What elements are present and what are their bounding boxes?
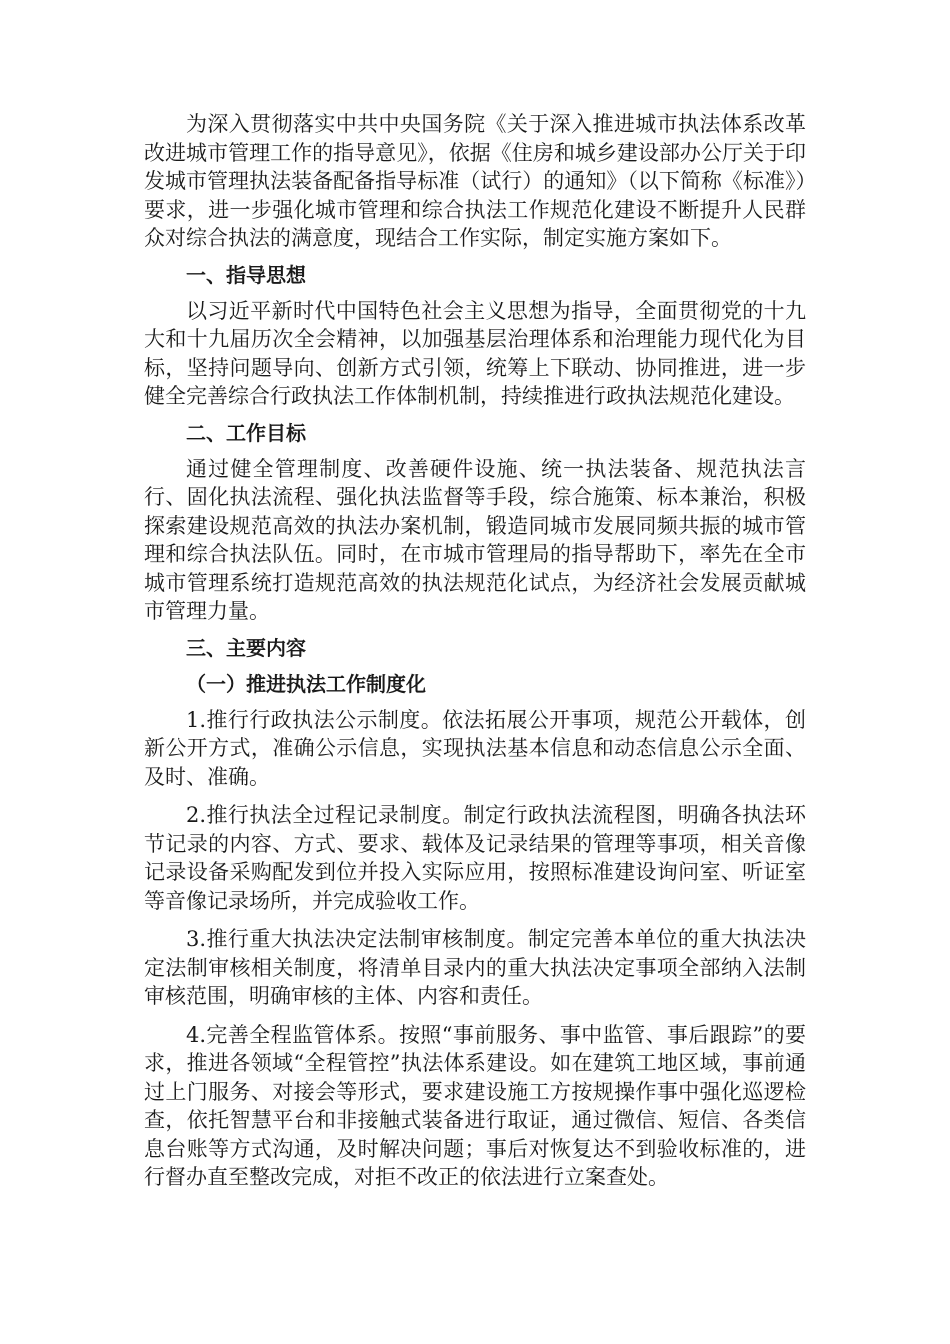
list-item: 4.完善全程监管体系。按照“事前服务、事中监管、事后跟踪”的要求，推进各领域“全程管控”执法体系建设。如在建筑工地区域，事前通过上门服务、对接会等形式，要求建设施工方按规操作事中强化巡逻检查，依托智慧平台和非接触式装备进行取证，通过微信、短信、各类信息台账等方式沟通，及时解决问题；事后对恢复达不到验收标准的，进行督办直至整改完成，对拒不改正的依法进行立案查处。 <box>144 1022 806 1189</box>
list-item: 1.推行行政执法公示制度。依法拓展公开事项，规范公开载体，创新公开方式，准确公示信息，实现执法基本信息和动态信息公示全面、及时、准确。 <box>144 707 806 789</box>
section-body-guiding-ideology: 以习近平新时代中国特色社会主义思想为指导，全面贯彻党的十九大和十九届历次全会精神，以加强基层治理体系和治理能力现代化为目标，坚持问题导向、创新方式引领，统筹上下联动、协同推进，进一步健全完善综合行政执法工作体制机制，持续推进行政执法规范化建设。 <box>144 298 806 408</box>
intro-paragraph: 为深入贯彻落实中共中央国务院《关于深入推进城市执法体系改革改进城市管理工作的指导意见》，依据《住房和城乡建设部办公厅关于印发城市管理执法装备配备指导标准（试行）的通知》（以下简称《标准》）要求，进一步强化城市管理和综合执法工作规范化建设不断提升人民群众对综合执法的满意度，现结合工作实际，制定实施方案如下。 <box>144 112 806 250</box>
subsection-heading-institutionalize: （一）推进执法工作制度化 <box>186 671 426 696</box>
section-body-work-goals: 通过健全管理制度、改善硬件设施、统一执法装备、规范执法言行、固化执法流程、强化执法监督等手段，综合施策、标本兼治，积极探索建设规范高效的执法办案机制，锻造同城市发展同频共振的城市管理和综合执法队伍。同时，在市城市管理局的指导帮助下，率先在全市城市管理系统打造规范高效的执法规范化试点，为经济社会发展贡献城市管理力量。 <box>144 456 806 623</box>
section-heading-work-goals: 二、工作目标 <box>186 420 306 445</box>
section-heading-guiding-ideology: 一、指导思想 <box>186 262 306 287</box>
document-page <box>144 110 806 1192</box>
section-heading-main-content: 三、主要内容 <box>186 635 306 660</box>
list-item: 2.推行执法全过程记录制度。制定行政执法流程图，明确各执法环节记录的内容、方式、要求、载体及记录结果的管理等事项，相关音像记录设备采购配发到位并投入实际应用，按照标准建设询问室、听证室等音像记录场所，并完成验收工作。 <box>144 803 806 913</box>
list-item: 3.推行重大执法决定法制审核制度。制定完善本单位的重大执法决定法制审核相关制度，将清单目录内的重大执法决定事项全部纳入法制审核范围，明确审核的主体、内容和责任。 <box>144 927 806 1008</box>
